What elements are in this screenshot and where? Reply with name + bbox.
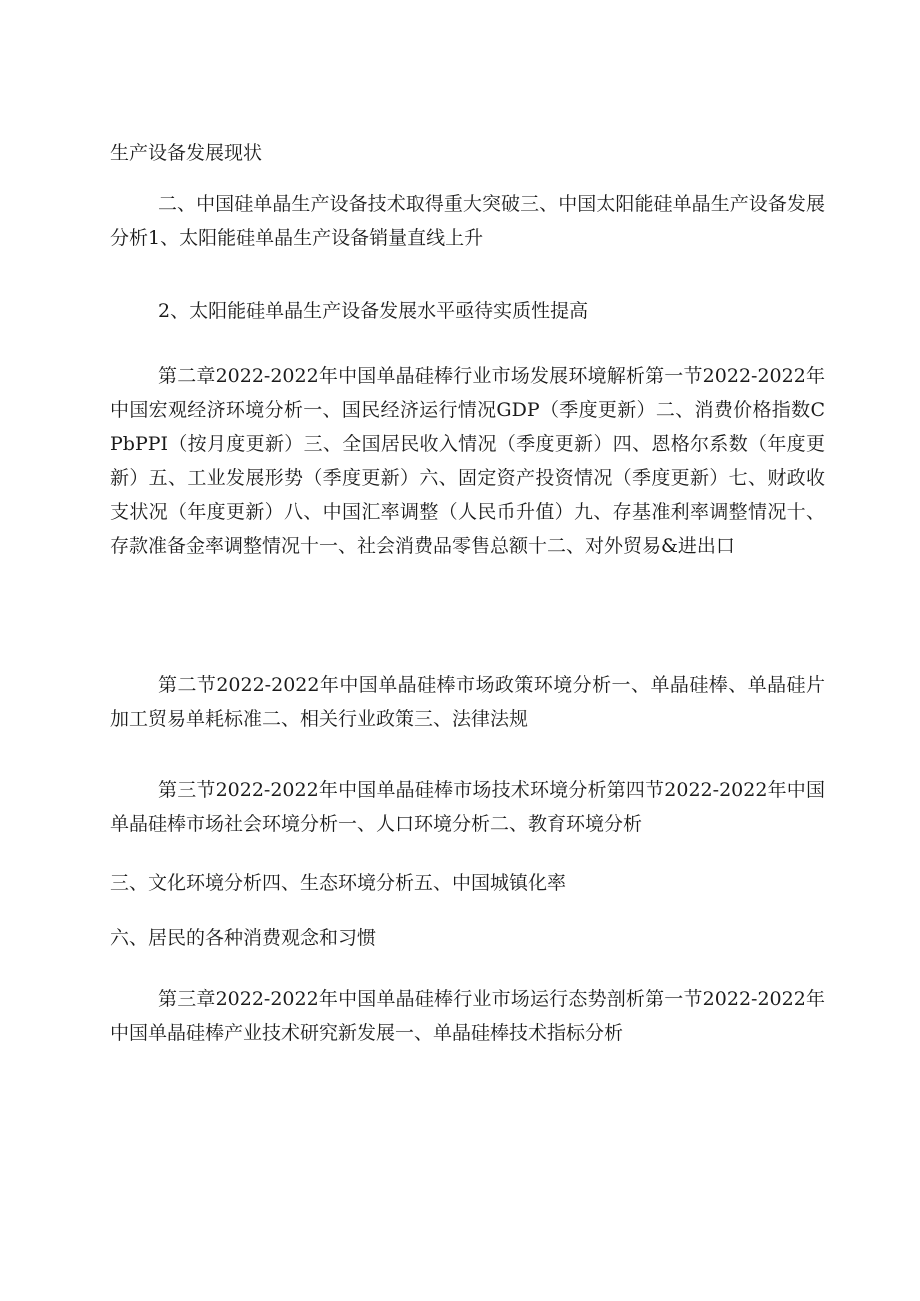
paragraph-consumption-habits: 六、居民的各种消费观念和习惯 (110, 927, 377, 949)
paragraph-equipment-level: 2、太阳能硅单晶生产设备发展水平亟待实质性提高 (158, 300, 589, 322)
paragraph-equipment-status: 生产设备发展现状 (110, 142, 263, 164)
paragraph-culture-ecology: 三、文化环境分析四、生态环境分析五、中国城镇化率 (110, 872, 567, 894)
paragraph-chapter-two: 第二章2022-2022年中国单晶硅棒行业市场发展环境解析第一节2022-2022年中国宏观经济环境分析一、国民经济运行情况GDP（季度更新）二、消费价格指数CPbPPI（按月度更新）三、全国居民收入情况（季度更新）四、恩格尔系数（年度更新）五、工业发展形势（季度更新）六、固定资产投资情况（季度更新）七、财政收支状况（年度更新）八、中国汇率调整（人民币升值）九、存基准利率调整情况十、存款准备金率调整情况十一、社会消费品零售总额十二、对外贸易&进出口 (110, 365, 825, 557)
paragraph-equipment-breakthrough: 二、中国硅单晶生产设备技术取得重大突破三、中国太阳能硅单晶生产设备发展分析1、太阳能硅单晶生产设备销量直线上升 (110, 193, 825, 249)
paragraph-section-two-policy: 第二节2022-2022年中国单晶硅棒市场政策环境分析一、单晶硅棒、单晶硅片加工贸易单耗标准二、相关行业政策三、法律法规 (110, 674, 825, 730)
paragraph-section-three-four: 第三节2022-2022年中国单晶硅棒市场技术环境分析第四节2022-2022年中国单晶硅棒市场社会环境分析一、人口环境分析二、教育环境分析 (110, 779, 825, 835)
paragraph-chapter-three: 第三章2022-2022年中国单晶硅棒行业市场运行态势剖析第一节2022-2022年中国单晶硅棒产业技术研究新发展一、单晶硅棒技术指标分析 (110, 988, 825, 1044)
